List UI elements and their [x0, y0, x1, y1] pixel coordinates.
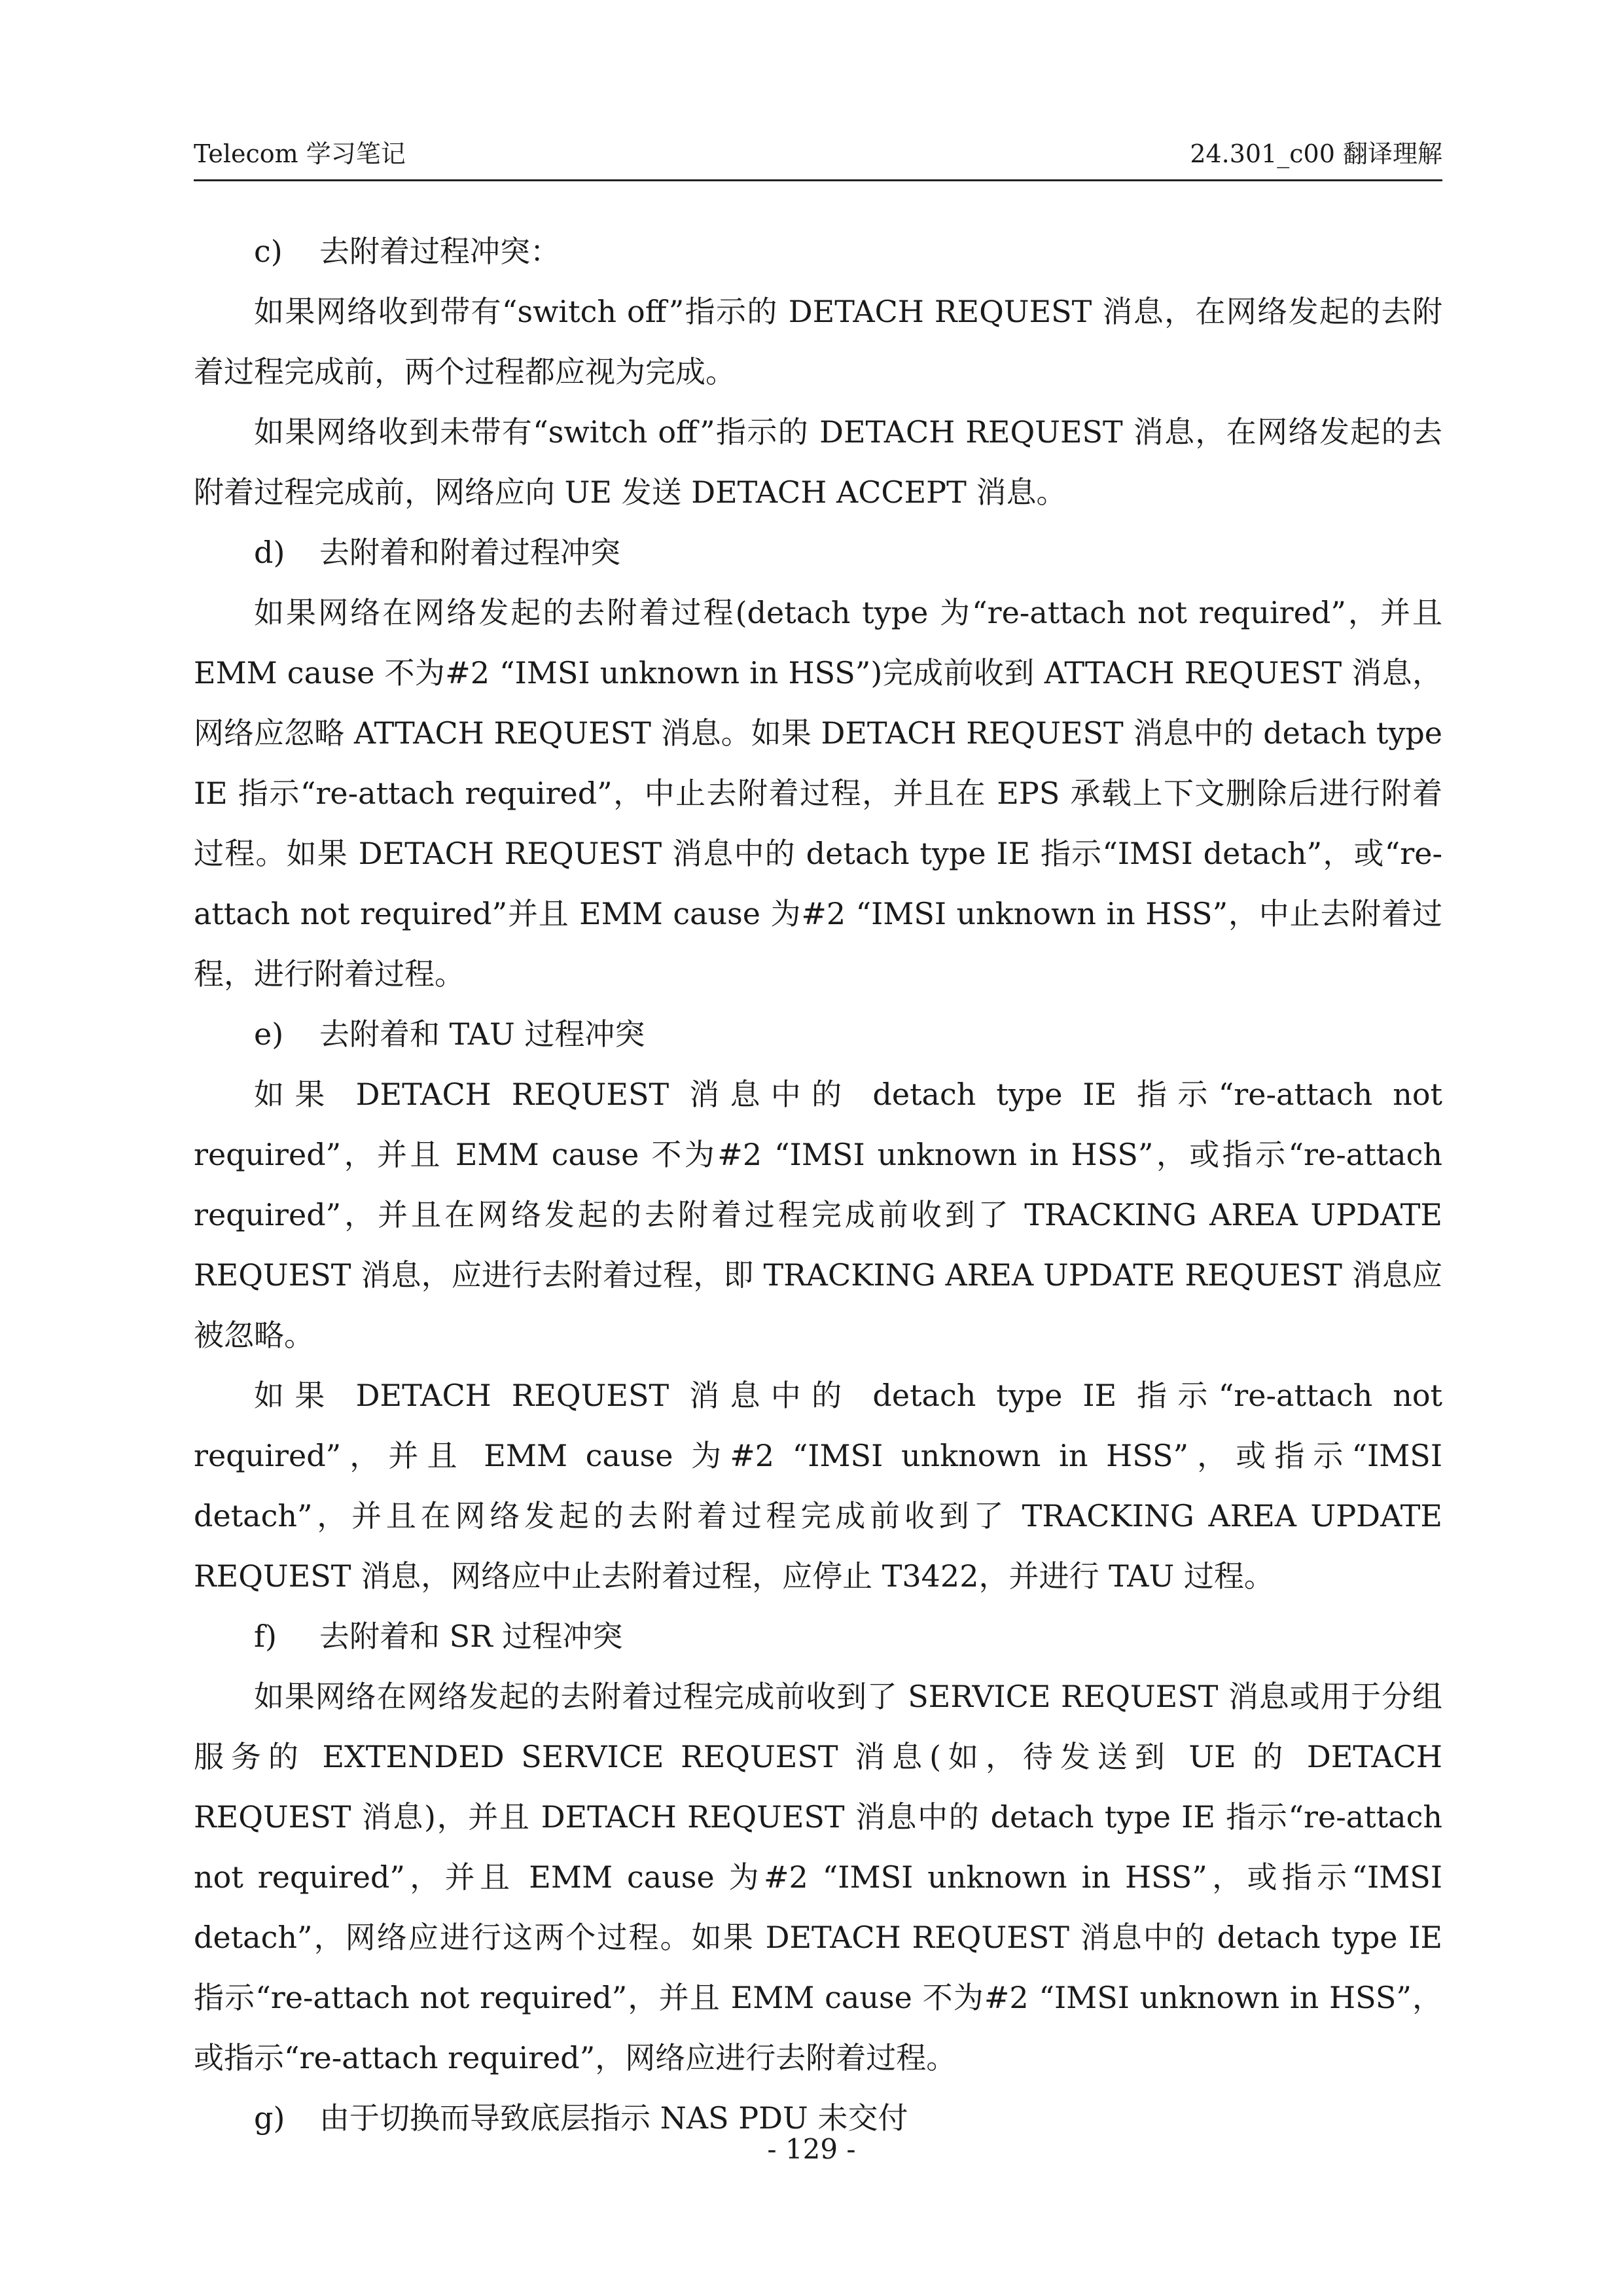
header-left-title: Telecom 学习笔记 [194, 139, 406, 168]
paragraph: 如果 DETACH REQUEST 消息中的 detach type IE 指示“re-attach not required”，并且 EMM cause 为#2 “IMSI unknown in HSS”，或指示“IMSI detach”，并且在网络发起的去附着过程完成前收到了 TRACKING AREA UPDATE REQUEST 消息，网络应中止去附着过程，应停止 T3422，并进行 TAU 过程。 [194, 1378, 1442, 1594]
page-header [194, 131, 1442, 177]
subsection-title: 去附着和 TAU 过程冲突 [319, 1016, 645, 1052]
subsection-heading-c [194, 221, 1442, 281]
document-body [194, 221, 1442, 2148]
header-divider [194, 179, 1442, 181]
header-right-title: 24.301_c00 翻译理解 [1190, 139, 1442, 168]
subsection-marker: g) [254, 2100, 285, 2136]
subsection-marker: d) [254, 535, 285, 570]
subsection-title: 去附着过程冲突： [319, 234, 560, 269]
subsection-heading-e [194, 1004, 1442, 1064]
subsection-heading-d [194, 522, 1442, 583]
paragraph: 如果网络在网络发起的去附着过程完成前收到了 SERVICE REQUEST 消息或用于分组服务的 EXTENDED SERVICE REQUEST 消息(如，待发送到 UE 的 DETACH REQUEST 消息)，并且 DETACH REQUEST 消息中的 detach type IE 指示“re-attach not required”，并且 EMM cause 为#2 “IMSI unknown in HSS”，或指示“IMSI detach”，网络应进行这两个过程。如果 DETACH REQUEST 消息中的 detach type IE 指示“re-attach not required”，并且 EMM cause 不为#2 “IMSI unknown in HSS”，或指示“re-attach required”，网络应进行去附着过程。 [194, 1679, 1442, 2075]
paragraph: 如果网络在网络发起的去附着过程(detach type 为“re-attach not required”，并且 EMM cause 不为#2 “IMSI unknown in HSS”)完成前收到 ATTACH REQUEST 消息，网络应忽略 ATTACH REQUEST 消息。如果 DETACH REQUEST 消息中的 detach type IE 指示“re-attach required”，中止去附着过程，并且在 EPS 承载上下文删除后进行附着过程。如果 DETACH REQUEST 消息中的 detach type IE 指示“IMSI detach”，或“re-attach not required”并且 EMM cause 为#2 “IMSI unknown in HSS”，中止去附着过程，进行附着过程。 [194, 595, 1443, 992]
subsection-title: 去附着和附着过程冲突 [319, 535, 620, 570]
subsection-marker: e) [254, 1016, 284, 1052]
paragraph: 如果 DETACH REQUEST 消息中的 detach type IE 指示“re-attach not required”，并且 EMM cause 不为#2 “IMSI unknown in HSS”，或指示“re-attach required”，并且在网络发起的去附着过程完成前收到了 TRACKING AREA UPDATE REQUEST 消息，应进行去附着过程，即 TRACKING AREA UPDATE REQUEST 消息应被忽略。 [194, 1077, 1442, 1353]
subsection-title: 去附着和 SR 过程冲突 [319, 1619, 623, 1654]
subsection-marker: f) [254, 1619, 277, 1654]
subsection-marker: c) [254, 234, 283, 269]
subsection-heading-f [194, 1606, 1442, 1666]
paragraph: 如果网络收到未带有“switch off”指示的 DETACH REQUEST 消息，在网络发起的去附着过程完成前，网络应向 UE 发送 DETACH ACCEPT 消息。 [194, 414, 1442, 510]
subsection-title: 由于切换而导致底层指示 NAS PDU 未交付 [319, 2100, 908, 2136]
page-number: - 129 - [767, 2133, 856, 2165]
paragraph: 如果网络收到带有“switch off”指示的 DETACH REQUEST 消息，在网络发起的去附着过程完成前，两个过程都应视为完成。 [194, 294, 1442, 389]
